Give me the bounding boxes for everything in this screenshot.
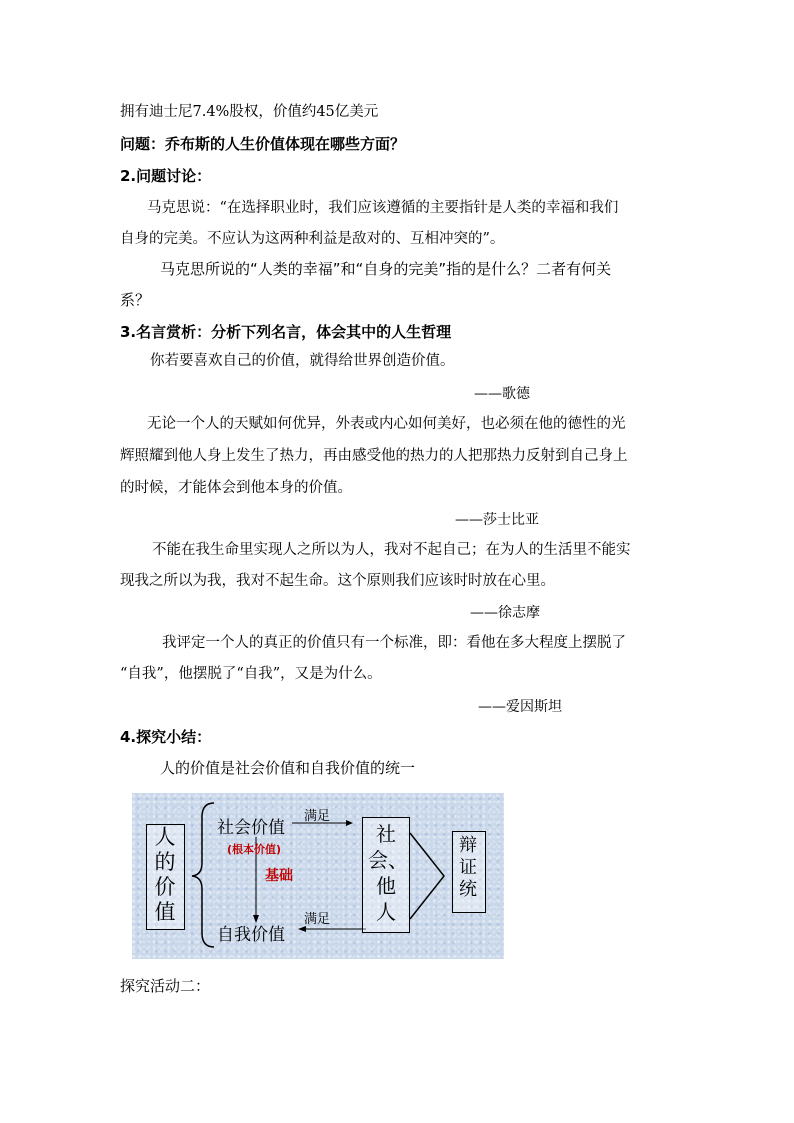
satisfy-bottom-label: 满足 — [304, 912, 331, 927]
quote1-author: ——歌德 — [474, 386, 530, 402]
quote3-line1: 不能在我生命里实现人之所以为人，我对不起自己；在为人的生活里不能实 — [152, 542, 631, 558]
summary-text: 人的价值是社会价值和自我价值的统一 — [160, 759, 416, 777]
quote4-line1: 我评定一个人的真正的价值只有一个标准，即：看他在多大程度上摆脱了 — [162, 635, 626, 651]
section2-title: 2.问题讨论： — [120, 167, 212, 185]
section3-title: 3.名言赏析：分析下列名言，体会其中的人生哲理 — [120, 323, 452, 341]
quote2-line1: 无论一个人的天赋如何优异，外表或内心如何美好，也必须在他的德性的光 — [147, 416, 626, 432]
value-diagram — [132, 793, 504, 959]
society-others-label: 社会、他人 — [368, 822, 408, 924]
marx-question-line2: 系？ — [120, 291, 151, 309]
root-value-label: (根本价值) — [227, 843, 282, 856]
social-value-label: 社会价值 — [217, 818, 285, 838]
marx-quote-line1: 马克思说：“在选择职业时，我们应该遵循的主要指针是人类的幸福和我们 — [147, 200, 619, 216]
section4-title: 4.探究小结： — [120, 728, 212, 746]
quote4-author: ——爱因斯坦 — [478, 699, 562, 715]
intro-line: 拥有迪士尼7.4%股权，价值约45亿美元 — [120, 104, 379, 120]
quote3-author: ——徐志摩 — [470, 605, 540, 621]
quote4-line2: “自我”，他摆脱了“自我”，又是为什么。 — [120, 666, 382, 682]
quote3-line2: 现我之所以为我，我对不起生命。这个原则我们应该时时放在心里。 — [120, 573, 555, 589]
dialectical-label: 辩证统 — [459, 835, 477, 900]
satisfy-top-label: 满足 — [304, 809, 331, 824]
activity2-heading: 探究活动二： — [120, 977, 211, 995]
human-value-label: 人的价值 — [154, 825, 176, 924]
marx-quote-line2: 自身的完美。不应认为这两种利益是敌对的、互相冲突的”。 — [120, 231, 505, 247]
marx-question-line1: 马克思所说的“人类的幸福”和“自身的完美”指的是什么？二者有何关 — [160, 260, 612, 278]
quote2-line3: 的时候，才能体会到他本身的价值。 — [120, 480, 352, 496]
self-value-label: 自我价值 — [217, 925, 285, 945]
quote2-author: ——莎士比亚 — [455, 512, 539, 528]
brace-shape — [192, 803, 214, 947]
basis-label: 基础 — [265, 868, 293, 884]
quote1-text: 你若要喜欢自己的价值，就得给世界创造价值。 — [150, 353, 455, 369]
quote2-line2: 辉照耀到他人身上发生了热力，再由感受他的热力的人把那热力反射到自己身上 — [120, 448, 628, 464]
question-heading: 问题：乔布斯的人生价值体现在哪些方面？ — [120, 135, 406, 153]
